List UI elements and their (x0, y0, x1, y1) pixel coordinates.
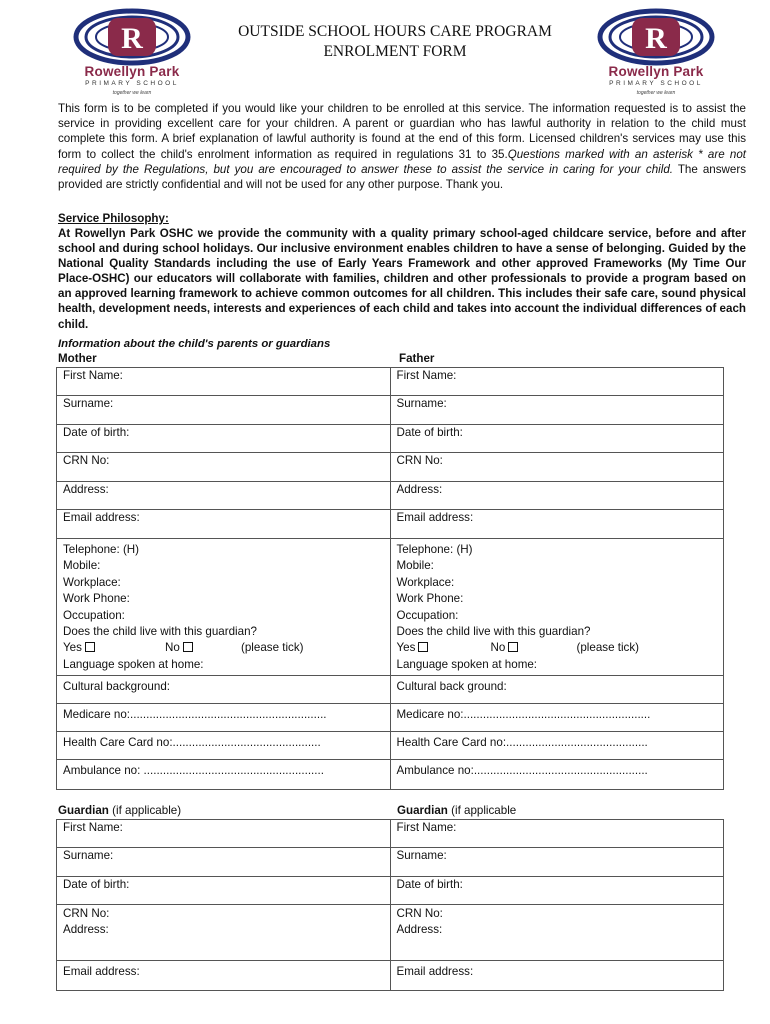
mother-work-phone-label: Work Phone: (63, 592, 130, 606)
svg-text:R: R (121, 22, 143, 55)
mother-lives-with-label: Does the child live with this guardian? (63, 625, 257, 639)
school-motto: together we learn (112, 90, 152, 96)
mother-dob-field[interactable]: Date of birth: (57, 425, 391, 453)
mother-telephone-label: Telephone: (H) (63, 543, 140, 556)
father-ambulance-field[interactable]: Ambulance no:...................................................... (390, 760, 724, 790)
father-occupation-label: Occupation: (396, 608, 459, 622)
school-name: Rowellyn Park (608, 64, 704, 79)
father-first-name-field[interactable]: First Name: (390, 368, 724, 396)
mother-surname-field[interactable]: Surname: (57, 396, 391, 425)
guardian1-first-name-field[interactable]: First Name: (57, 820, 391, 848)
form-title-line2: ENROLMENT FORM (323, 43, 467, 60)
guardian1-email-field[interactable]: Email address: (57, 961, 391, 991)
father-dob-field[interactable]: Date of birth: (390, 425, 724, 453)
guardian2-email-field[interactable]: Email address: (390, 961, 724, 991)
mother-no-checkbox[interactable] (183, 642, 193, 652)
mother-occupation-label: Occupation: (63, 608, 125, 622)
mother-cultural-field[interactable]: Cultural background: (57, 676, 391, 704)
guardian2-surname-field[interactable]: Surname: (390, 848, 724, 877)
father-lives-with-options: Yes No (please tick) (396, 641, 639, 655)
mother-contact-details[interactable] (57, 539, 391, 676)
mother-first-name-field[interactable]: First Name: (57, 368, 391, 396)
school-subtitle: PRIMARY SCHOOL (85, 80, 179, 87)
mother-crn-field[interactable]: CRN No: (57, 453, 391, 482)
guardian2-first-name-field[interactable]: First Name: (390, 820, 724, 848)
guardian1-crn-address-field[interactable]: CRN No: Address: (57, 905, 391, 961)
school-logo-left (62, 8, 202, 100)
mother-mobile-label: Mobile: (63, 559, 101, 573)
guardian-table (56, 819, 724, 991)
guardian-heading-left: Guardian (if applicable) (58, 804, 182, 817)
school-motto: together we learn (636, 90, 676, 96)
mother-heading: Mother (58, 352, 97, 365)
svg-text:R: R (645, 22, 667, 55)
father-no-checkbox[interactable] (508, 642, 518, 652)
school-name: Rowellyn Park (84, 64, 180, 79)
philosophy-text: At Rowellyn Park OSHC we provide the community with a quality primary school-aged childcare service, before and after school and during school holidays. Our inclusive environment enables children to have a sense of belonging. Guided by the National Quality Standards including the use of Early Years Framework and other approved Frameworks (My Time Our Place-OSHC) our educators will collaborate with families, children and other professionals to provide a program based on an approved learning framework to achieve common outcomes for all children. This includes their safe care, sound physical health, development needs, interests and experiences of each child and takes into account the individual differences of each child. (58, 227, 746, 331)
father-healthcare-field[interactable]: Health Care Card no:............................................ (390, 732, 724, 760)
father-lives-with-label: Does the child live with this guardian? (396, 625, 591, 639)
school-logo-right (586, 8, 726, 100)
mother-workplace-label: Workplace: (63, 575, 121, 589)
mother-ambulance-field[interactable]: Ambulance no: ........................................................ (57, 760, 391, 790)
guardian2-crn-address-field[interactable]: CRN No: Address: (390, 905, 724, 961)
philosophy-heading: Service Philosophy: (58, 212, 169, 225)
guardian2-dob-field[interactable]: Date of birth: (390, 877, 724, 905)
intro-italic: Questions marked with an asterisk * are not required by the Regulations, but you are encouraged to answer these to assist the service in caring for your child. (58, 147, 746, 176)
father-surname-field[interactable]: Surname: (390, 396, 724, 425)
guardian1-dob-field[interactable]: Date of birth: (57, 877, 391, 905)
intro-paragraph (58, 101, 746, 192)
father-mobile-label: Mobile: (396, 559, 434, 573)
mother-language-label: Language spoken at home: (63, 657, 204, 671)
parents-info-heading: Information about the child's parents or guardians (58, 338, 331, 350)
father-workplace-label: Workplace: (396, 575, 455, 589)
father-crn-field[interactable]: CRN No: (390, 453, 724, 482)
father-medicare-field[interactable]: Medicare no:.......................................................... (390, 704, 724, 732)
mother-lives-with-options: Yes No (please tick) (63, 641, 304, 655)
mother-medicare-field[interactable]: Medicare no:............................................................. (57, 704, 391, 732)
mother-email-field[interactable]: Email address: (57, 510, 391, 539)
father-telephone-label: Telephone: (H) (396, 543, 473, 556)
mother-healthcare-field[interactable]: Health Care Card no:.............................................. (57, 732, 391, 760)
guardian-heading-right: Guardian (if applicable (397, 804, 517, 817)
mother-yes-checkbox[interactable] (85, 642, 95, 652)
father-work-phone-label: Work Phone: (396, 592, 464, 606)
form-title-line1: OUTSIDE SCHOOL HOURS CARE PROGRAM (238, 23, 552, 40)
intro-text-1: This form is to be completed if you would like your children to be enrolled at this service. The information requested is to assist the service in providing excellent care for your children. A parent or guardian who has lawful authority in relation to the child must complete this form. A brief explanation of lawful authority is found at the end of this form. Licensed children's services may use this form to collect the child's enrolment information as required in regulations 31 to 35. (58, 102, 746, 161)
father-contact-details[interactable] (390, 539, 724, 676)
father-cultural-field[interactable]: Cultural back ground: (390, 676, 724, 704)
mother-address-field[interactable]: Address: (57, 482, 391, 510)
father-address-field[interactable]: Address: (390, 482, 724, 510)
intro-text-2: The answers provided are strictly confidential and will not be used for any other purpose. Thank you. (58, 162, 746, 192)
father-language-label: Language spoken at home: (396, 657, 538, 671)
parents-table (56, 367, 724, 790)
father-email-field[interactable]: Email address: (390, 510, 724, 539)
guardian1-surname-field[interactable]: Surname: (57, 848, 391, 877)
father-yes-checkbox[interactable] (418, 642, 428, 652)
father-heading: Father (399, 352, 435, 365)
school-subtitle: PRIMARY SCHOOL (609, 80, 703, 87)
form-title (200, 22, 590, 62)
